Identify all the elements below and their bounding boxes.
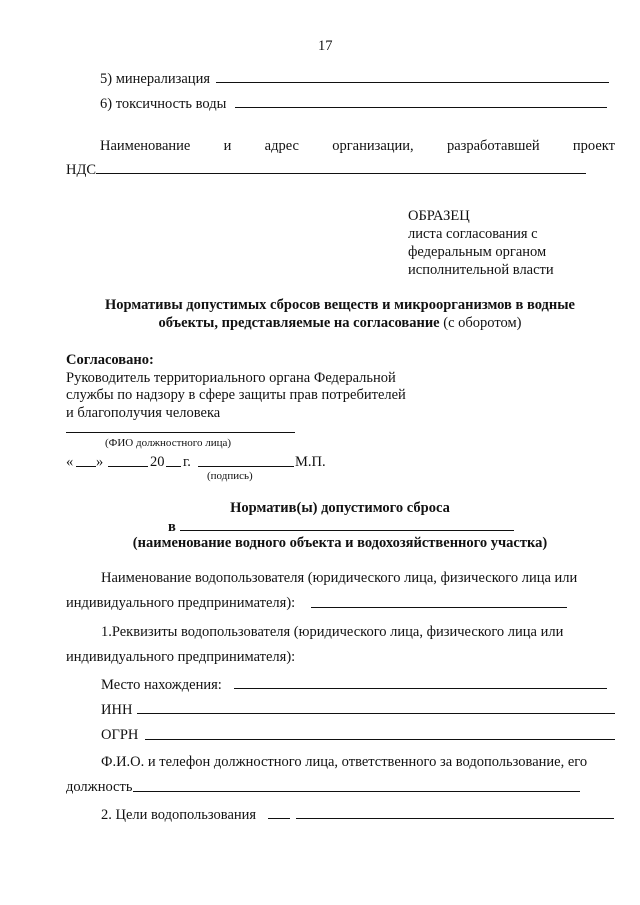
official-line	[133, 791, 580, 792]
date-year-line	[166, 466, 181, 467]
inn-line	[137, 713, 615, 714]
org-word-4: организации,	[332, 138, 414, 154]
requisites-line-1: 1.Реквизиты водопользователя (юридического лица, физического лица или	[101, 624, 564, 640]
inn-label: ИНН	[101, 702, 133, 718]
signature-line	[198, 466, 294, 467]
date-year-suffix: г.	[183, 454, 191, 470]
toxicity-label: 6) токсичность воды	[100, 96, 227, 112]
purposes-label: 2. Цели водопользования	[101, 807, 257, 823]
location-line	[234, 688, 607, 689]
ndc-label: НДС	[66, 162, 97, 178]
org-word-6: проект	[572, 138, 615, 154]
org-word-2: и	[223, 138, 232, 154]
org-word-5: разработавшей	[446, 138, 540, 154]
toxicity-line	[235, 107, 607, 108]
official-line-1: Ф.И.О. и телефон должностного лица, ответственного за водопользование, его	[101, 754, 588, 770]
page-number: 17	[318, 38, 333, 54]
date-year-prefix: 20	[150, 454, 165, 470]
approval-line-2: службы по надзору в сфере защиты прав потребителей	[66, 387, 406, 403]
date-close-quote: »	[96, 454, 104, 470]
location-label: Место нахождения:	[101, 677, 222, 693]
purposes-line-short	[268, 818, 290, 819]
heading-line-1: Нормативы допустимых сбросов веществ и микроорганизмов в водные	[105, 297, 575, 313]
sample-line-1: листа согласования с	[408, 226, 538, 242]
approval-title: Согласовано:	[66, 352, 154, 368]
stamp-label: М.П.	[295, 454, 326, 470]
signature-caption: (подпись)	[207, 470, 253, 482]
org-line	[100, 137, 615, 155]
water-object-line	[180, 530, 514, 531]
ogrn-label: ОГРН	[101, 727, 139, 743]
norm-subtitle: (наименование водного объекта и водохозяйственного участка)	[132, 535, 548, 551]
water-user-line-1: Наименование водопользователя (юридического лица, физического лица или	[101, 570, 578, 586]
requisites-line-2: индивидуального предпринимателя):	[66, 649, 296, 665]
date-day-line	[76, 466, 96, 467]
date-open-quote: «	[66, 454, 74, 470]
purposes-line	[296, 818, 614, 819]
fio-line	[66, 432, 295, 433]
sample-title: ОБРАЗЕЦ	[408, 208, 470, 224]
official-line-2: должность	[66, 779, 133, 795]
sample-line-2: федеральным органом	[408, 244, 547, 260]
org-word-3: адрес	[264, 138, 299, 154]
fio-caption: (ФИО должностного лица)	[105, 437, 232, 449]
water-user-line-2: индивидуального предпринимателя):	[66, 595, 296, 611]
ogrn-line	[145, 739, 615, 740]
heading-line-2-bold: объекты, представляемые на согласование	[158, 315, 440, 331]
heading-line-2	[60, 314, 620, 332]
norm-prefix: в	[168, 519, 176, 535]
heading-line-2-normal: (с оборотом)	[439, 315, 522, 331]
approval-line-3: и благополучия человека	[66, 405, 221, 421]
water-user-line	[311, 607, 567, 608]
approval-line-1: Руководитель территориального органа Федеральной	[66, 370, 396, 386]
date-month-line	[108, 466, 148, 467]
org-word-1: Наименование	[100, 138, 191, 154]
ndc-line	[96, 173, 586, 174]
mineralization-label: 5) минерализация	[100, 71, 210, 87]
norm-title: Норматив(ы) допустимого сброса	[230, 500, 450, 516]
mineralization-line	[216, 82, 609, 83]
sample-line-3: исполнительной власти	[408, 262, 554, 278]
